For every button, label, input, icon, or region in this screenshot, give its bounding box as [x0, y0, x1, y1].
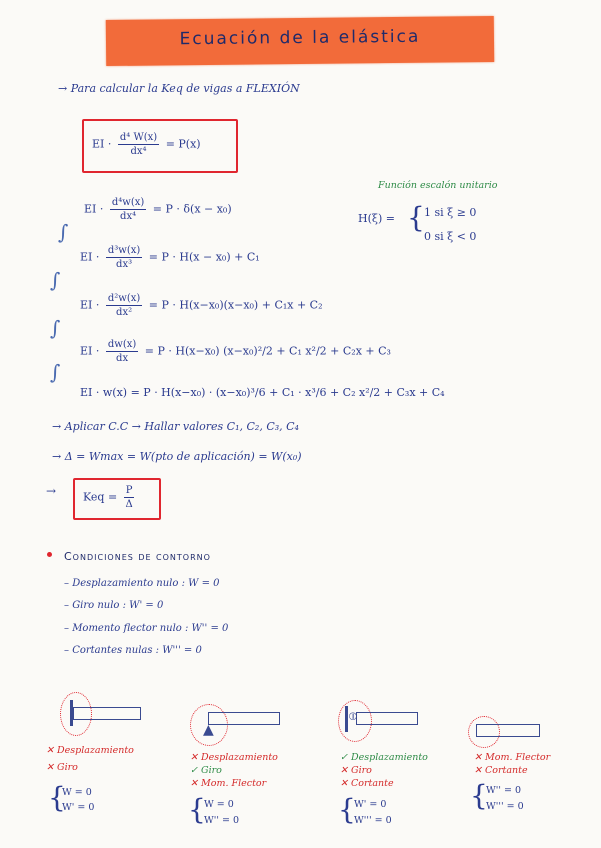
eq4-lhs: EI · [80, 344, 100, 358]
bc-item-text: Cortantes nulas : W''' = 0 [72, 645, 202, 656]
brace-icon: { [470, 779, 488, 812]
equation-row-2 [80, 244, 260, 271]
support-label-text: Cortante [351, 778, 394, 789]
cross-icon: ✕ [340, 765, 348, 776]
support-4-cond: W'' = 0 [486, 785, 522, 796]
heaviside-def [358, 212, 395, 225]
step-apply-bc-text: Aplicar C.C → Hallar valores C₁, C₂, C₃, C₄ [64, 420, 299, 433]
support-3-cond: W' = 0 [354, 799, 387, 810]
integral-icon: ∫ [50, 268, 61, 292]
main-eq-lhs: EI · [92, 137, 112, 151]
support-label-text: Mom. Flector [485, 752, 551, 763]
bc-item-text: Giro nulo : W' = 0 [72, 600, 164, 611]
eq2-rhs: = P · H(x − x₀) + C₁ [148, 250, 260, 264]
arrow-right-icon: → [58, 82, 68, 95]
main-equation-box [82, 119, 238, 173]
beam-icon [476, 724, 540, 737]
roller-icon: ⦶ [349, 710, 357, 723]
main-eq-rhs: = P(x) [165, 137, 201, 151]
brace-icon: { [48, 781, 66, 814]
intro-text: Para calcular la Keq de vigas a FLEXIÓN [70, 82, 300, 95]
support-1-label [46, 745, 134, 773]
beam-icon [73, 707, 141, 720]
eq1-num: d⁴w(x) [111, 197, 145, 208]
arrow-right-icon: → [52, 450, 65, 463]
bc-item: – Momento flector nulo : W'' = 0 [64, 623, 229, 634]
title-banner [106, 16, 494, 66]
page-title: Ecuación de la elástica [179, 26, 421, 50]
cross-icon: ✕ [190, 778, 198, 789]
brace-icon: { [338, 793, 356, 826]
eq2-den: dx³ [116, 259, 133, 270]
support-3-cond: W''' = 0 [354, 815, 392, 826]
support-4-cond: W''' = 0 [486, 801, 524, 812]
arrow-right-icon: → [46, 484, 57, 498]
eq4-rhs: = P · H(x−x₀) (x−x₀)²/2 + C₁ x²/2 + C₂x + C₃ [144, 344, 391, 358]
heaviside-case-1: 1 si ξ ≥ 0 [424, 206, 477, 219]
eq3-rhs: = P · H(x−x₀)(x−x₀) + C₁x + C₂ [148, 298, 323, 312]
step-apply-bc [52, 420, 299, 433]
bc-title: Condiciones de contorno [64, 550, 211, 563]
support-label-text: Desplazamiento [57, 745, 134, 756]
support-4-label [474, 752, 550, 776]
integral-icon: ∫ [50, 360, 61, 384]
equation-row-1 [84, 196, 232, 223]
bc-item: – Cortantes nulas : W''' = 0 [64, 645, 202, 656]
pin-support-icon: ▲ [203, 722, 214, 738]
equation-row-5 [80, 386, 445, 399]
support-label-text: Cortante [485, 765, 528, 776]
keq-lhs: Keq = [83, 490, 118, 504]
step-delta-text: Δ = Wmax = W(pto de aplicación) = W(x₀) [64, 450, 302, 463]
brace-icon: { [188, 793, 206, 826]
brace-icon: { [407, 201, 425, 234]
heaviside-case-2: 0 si ξ < 0 [424, 230, 477, 243]
eq1-rhs: = P · δ(x − x₀) [152, 202, 232, 216]
cross-icon: ✕ [340, 778, 348, 789]
integral-icon: ∫ [58, 220, 69, 244]
cross-icon: ✕ [190, 752, 198, 763]
eq3-den: dx² [116, 307, 133, 318]
cross-icon: ✕ [474, 752, 482, 763]
support-2-cond: W'' = 0 [204, 815, 240, 826]
bc-item-text: Desplazamiento nulo : W = 0 [72, 578, 220, 589]
cross-icon: ✕ [46, 745, 54, 756]
eq3-num: d²w(x) [107, 293, 141, 304]
step-function-note: Función escalón unitario [378, 180, 498, 191]
support-label-text: Giro [57, 762, 78, 773]
arrow-right-icon: → [52, 420, 65, 433]
eq5-rhs: = P · H(x−x₀) · (x−x₀)³/6 + C₁ · x³/6 + C₂ x²/2 + C₃x + C₄ [130, 386, 445, 399]
eq2-num: d³w(x) [107, 245, 141, 256]
eq1-den: dx⁴ [120, 211, 137, 222]
beam-icon [356, 712, 418, 725]
bc-item-text: Momento flector nulo : W'' = 0 [72, 623, 229, 634]
check-icon: ✓ [190, 765, 198, 776]
keq-box [73, 478, 161, 520]
step-delta [52, 450, 302, 463]
support-1-cond: W' = 0 [62, 802, 95, 813]
eq1-lhs: EI · [84, 202, 104, 216]
support-1-cond: W = 0 [62, 787, 92, 798]
equation-row-4 [80, 338, 391, 365]
heaviside-lhs: H(ξ) = [358, 212, 395, 225]
bc-item: – Giro nulo : W' = 0 [64, 600, 164, 611]
equation-row-3 [80, 292, 323, 319]
bullet-icon [47, 552, 52, 557]
support-label-text: Mom. Flector [201, 778, 267, 789]
support-label-text: Giro [351, 765, 372, 776]
keq-den: Δ [125, 499, 133, 510]
cross-icon: ✕ [474, 765, 482, 776]
support-label-text: Desplazamiento [201, 752, 278, 763]
support-label-text: Giro [201, 765, 222, 776]
support-2-cond: W = 0 [204, 799, 234, 810]
integral-icon: ∫ [50, 316, 61, 340]
bc-item: – Desplazamiento nulo : W = 0 [64, 578, 220, 589]
support-3-label [340, 752, 428, 789]
wall-icon [345, 706, 348, 732]
support-label-text: Desplazamiento [351, 752, 428, 763]
eq4-num: dw(x) [107, 339, 137, 350]
check-icon: ✓ [340, 752, 348, 763]
main-eq-den: dx⁴ [130, 146, 147, 157]
eq5-lhs: EI · w(x) [80, 386, 128, 399]
support-2-label [190, 752, 278, 789]
eq2-lhs: EI · [80, 250, 100, 264]
intro-line [58, 82, 300, 95]
eq3-lhs: EI · [80, 298, 100, 312]
keq-num: P [125, 485, 133, 496]
beam-icon [208, 712, 280, 725]
main-eq-num: d⁴ W(x) [119, 132, 158, 143]
eq4-den: dx [116, 353, 129, 364]
cross-icon: ✕ [46, 762, 54, 773]
